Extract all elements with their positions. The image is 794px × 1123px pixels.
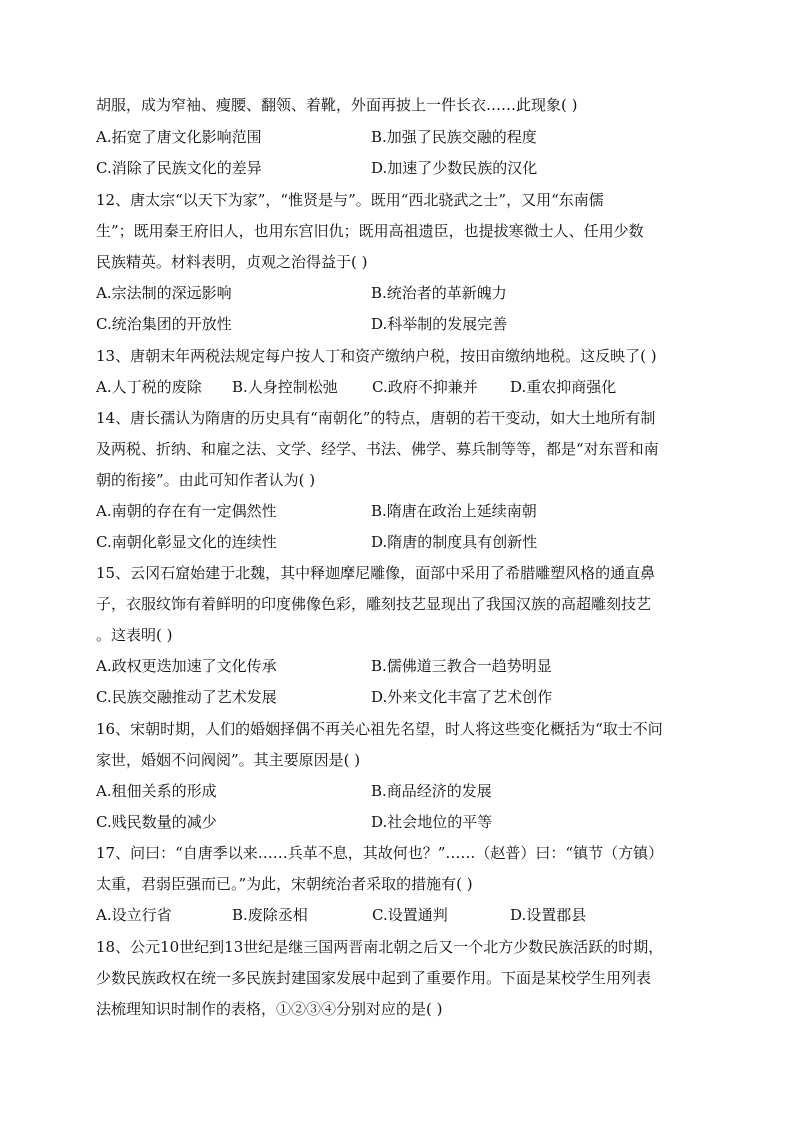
text-line: 17、问曰：“自唐季以来……兵革不息，其故何也？”……（赵普）曰：“镇节（方镇） xyxy=(96,844,664,862)
option-row xyxy=(96,127,716,147)
option-row xyxy=(96,377,716,397)
answer-option: A.租佃关系的形成 xyxy=(96,782,217,800)
answer-option: A.宗法制的深远影响 xyxy=(96,284,232,302)
text-line: 家世，婚姻不问阀阅”。其主要原因是( ) xyxy=(96,751,361,769)
text-line: 太重，君弱臣强而已。”为此，宋朝统治者采取的措施有( ) xyxy=(96,875,473,893)
option-row xyxy=(96,812,716,832)
option-row xyxy=(96,687,716,707)
answer-option: B.废除丞相 xyxy=(232,906,308,924)
answer-option: D.外来文化丰富了艺术创作 xyxy=(371,688,553,706)
text-line: 15、云冈石窟始建于北魏，其中释迦摩尼雕像，面部中采用了希腊雕塑风格的通直鼻 xyxy=(96,564,656,582)
option-row xyxy=(96,501,716,521)
option-row xyxy=(96,781,716,801)
text-line: 12、唐太宗“以天下为家”，“惟贤是与”。既用“西北骁武之士”，又用“东南儒 xyxy=(96,191,604,209)
answer-option: C.民族交融推动了艺术发展 xyxy=(96,688,277,706)
answer-option: B.统治者的革新魄力 xyxy=(371,284,507,302)
answer-option: D.设置郡县 xyxy=(510,906,587,924)
answer-option: B.加强了民族交融的程度 xyxy=(371,128,537,146)
text-line: 少数民族政权在统一多民族封建国家发展中起到了重要作用。下面是某校学生用列表 xyxy=(96,969,652,987)
text-line: 14、唐长孺认为隋唐的历史具有“南朝化”的特点，唐朝的若干变动，如大土地所有制 xyxy=(96,409,656,427)
answer-option: D.加速了少数民族的汉化 xyxy=(371,159,538,177)
answer-option: B.隋唐在政治上延续南朝 xyxy=(371,502,537,520)
text-line: 子，衣服纹饰有着鲜明的印度佛像色彩，雕刻技艺显现出了我国汉族的高超雕刻技艺 xyxy=(96,595,652,613)
text-line: 16、宋朝时期，人们的婚姻择偶不再关心祖先名望，时人将这些变化概括为“取士不问 xyxy=(96,720,663,738)
text-line: 民族精英。材料表明，贞观之治得益于( ) xyxy=(96,253,368,271)
answer-option: B.儒佛道三教合一趋势明显 xyxy=(371,657,552,675)
answer-option: A.人丁税的废除 xyxy=(96,378,202,396)
answer-option: D.社会地位的平等 xyxy=(371,813,493,831)
option-row xyxy=(96,314,716,334)
option-row xyxy=(96,532,716,552)
answer-option: A.政权更迭加速了文化传承 xyxy=(96,657,277,675)
text-line: 13、唐朝末年两税法规定每户按人丁和资产缴纳户税，按田亩缴纳地税。这反映了( ) xyxy=(96,347,657,365)
answer-option: A.设立行省 xyxy=(96,906,172,924)
answer-option: A.南朝的存在有一定偶然性 xyxy=(96,502,277,520)
text-line: 胡服，成为窄袖、瘦腰、翻领、着靴，外面再披上一件长衣……此现象( ) xyxy=(96,96,578,114)
answer-option: D.重农抑商强化 xyxy=(510,378,617,396)
option-row xyxy=(96,283,716,303)
answer-option: B.人身控制松弛 xyxy=(232,378,338,396)
answer-option: C.统治集团的开放性 xyxy=(96,315,232,333)
answer-option: B.商品经济的发展 xyxy=(371,782,492,800)
answer-option: D.隋唐的制度具有创新性 xyxy=(371,533,538,551)
answer-option: C.设置通判 xyxy=(372,906,448,924)
text-line: 法梳理知识时制作的表格，①②③④分别对应的是( ) xyxy=(96,1000,443,1018)
answer-option: C.贱民数量的减少 xyxy=(96,813,217,831)
answer-option: A.拓宽了唐文化影响范围 xyxy=(96,128,262,146)
text-line: 生”；既用秦王府旧人，也用东宫旧仇；既用高祖遗臣，也提拔寒微士人、任用少数 xyxy=(96,222,644,240)
answer-option: D.科举制的发展完善 xyxy=(371,315,508,333)
answer-option: C.政府不抑兼并 xyxy=(372,378,478,396)
answer-option: C.南朝化彰显文化的连续性 xyxy=(96,533,277,551)
option-row xyxy=(96,656,716,676)
answer-option: C.消除了民族文化的差异 xyxy=(96,159,262,177)
text-line: 及两税、折纳、和雇之法、文学、经学、书法、佛学、募兵制等等，都是“对东晋和南 xyxy=(96,440,659,458)
text-line: 朝的衔接”。由此可知作者认为( ) xyxy=(96,471,316,489)
text-line: 。这表明( ) xyxy=(96,626,173,644)
option-row xyxy=(96,905,716,925)
text-line: 18、公元10世纪到13世纪是继三国两晋南北朝之后又一个北方少数民族活跃的时期， xyxy=(96,938,664,956)
option-row xyxy=(96,158,716,178)
